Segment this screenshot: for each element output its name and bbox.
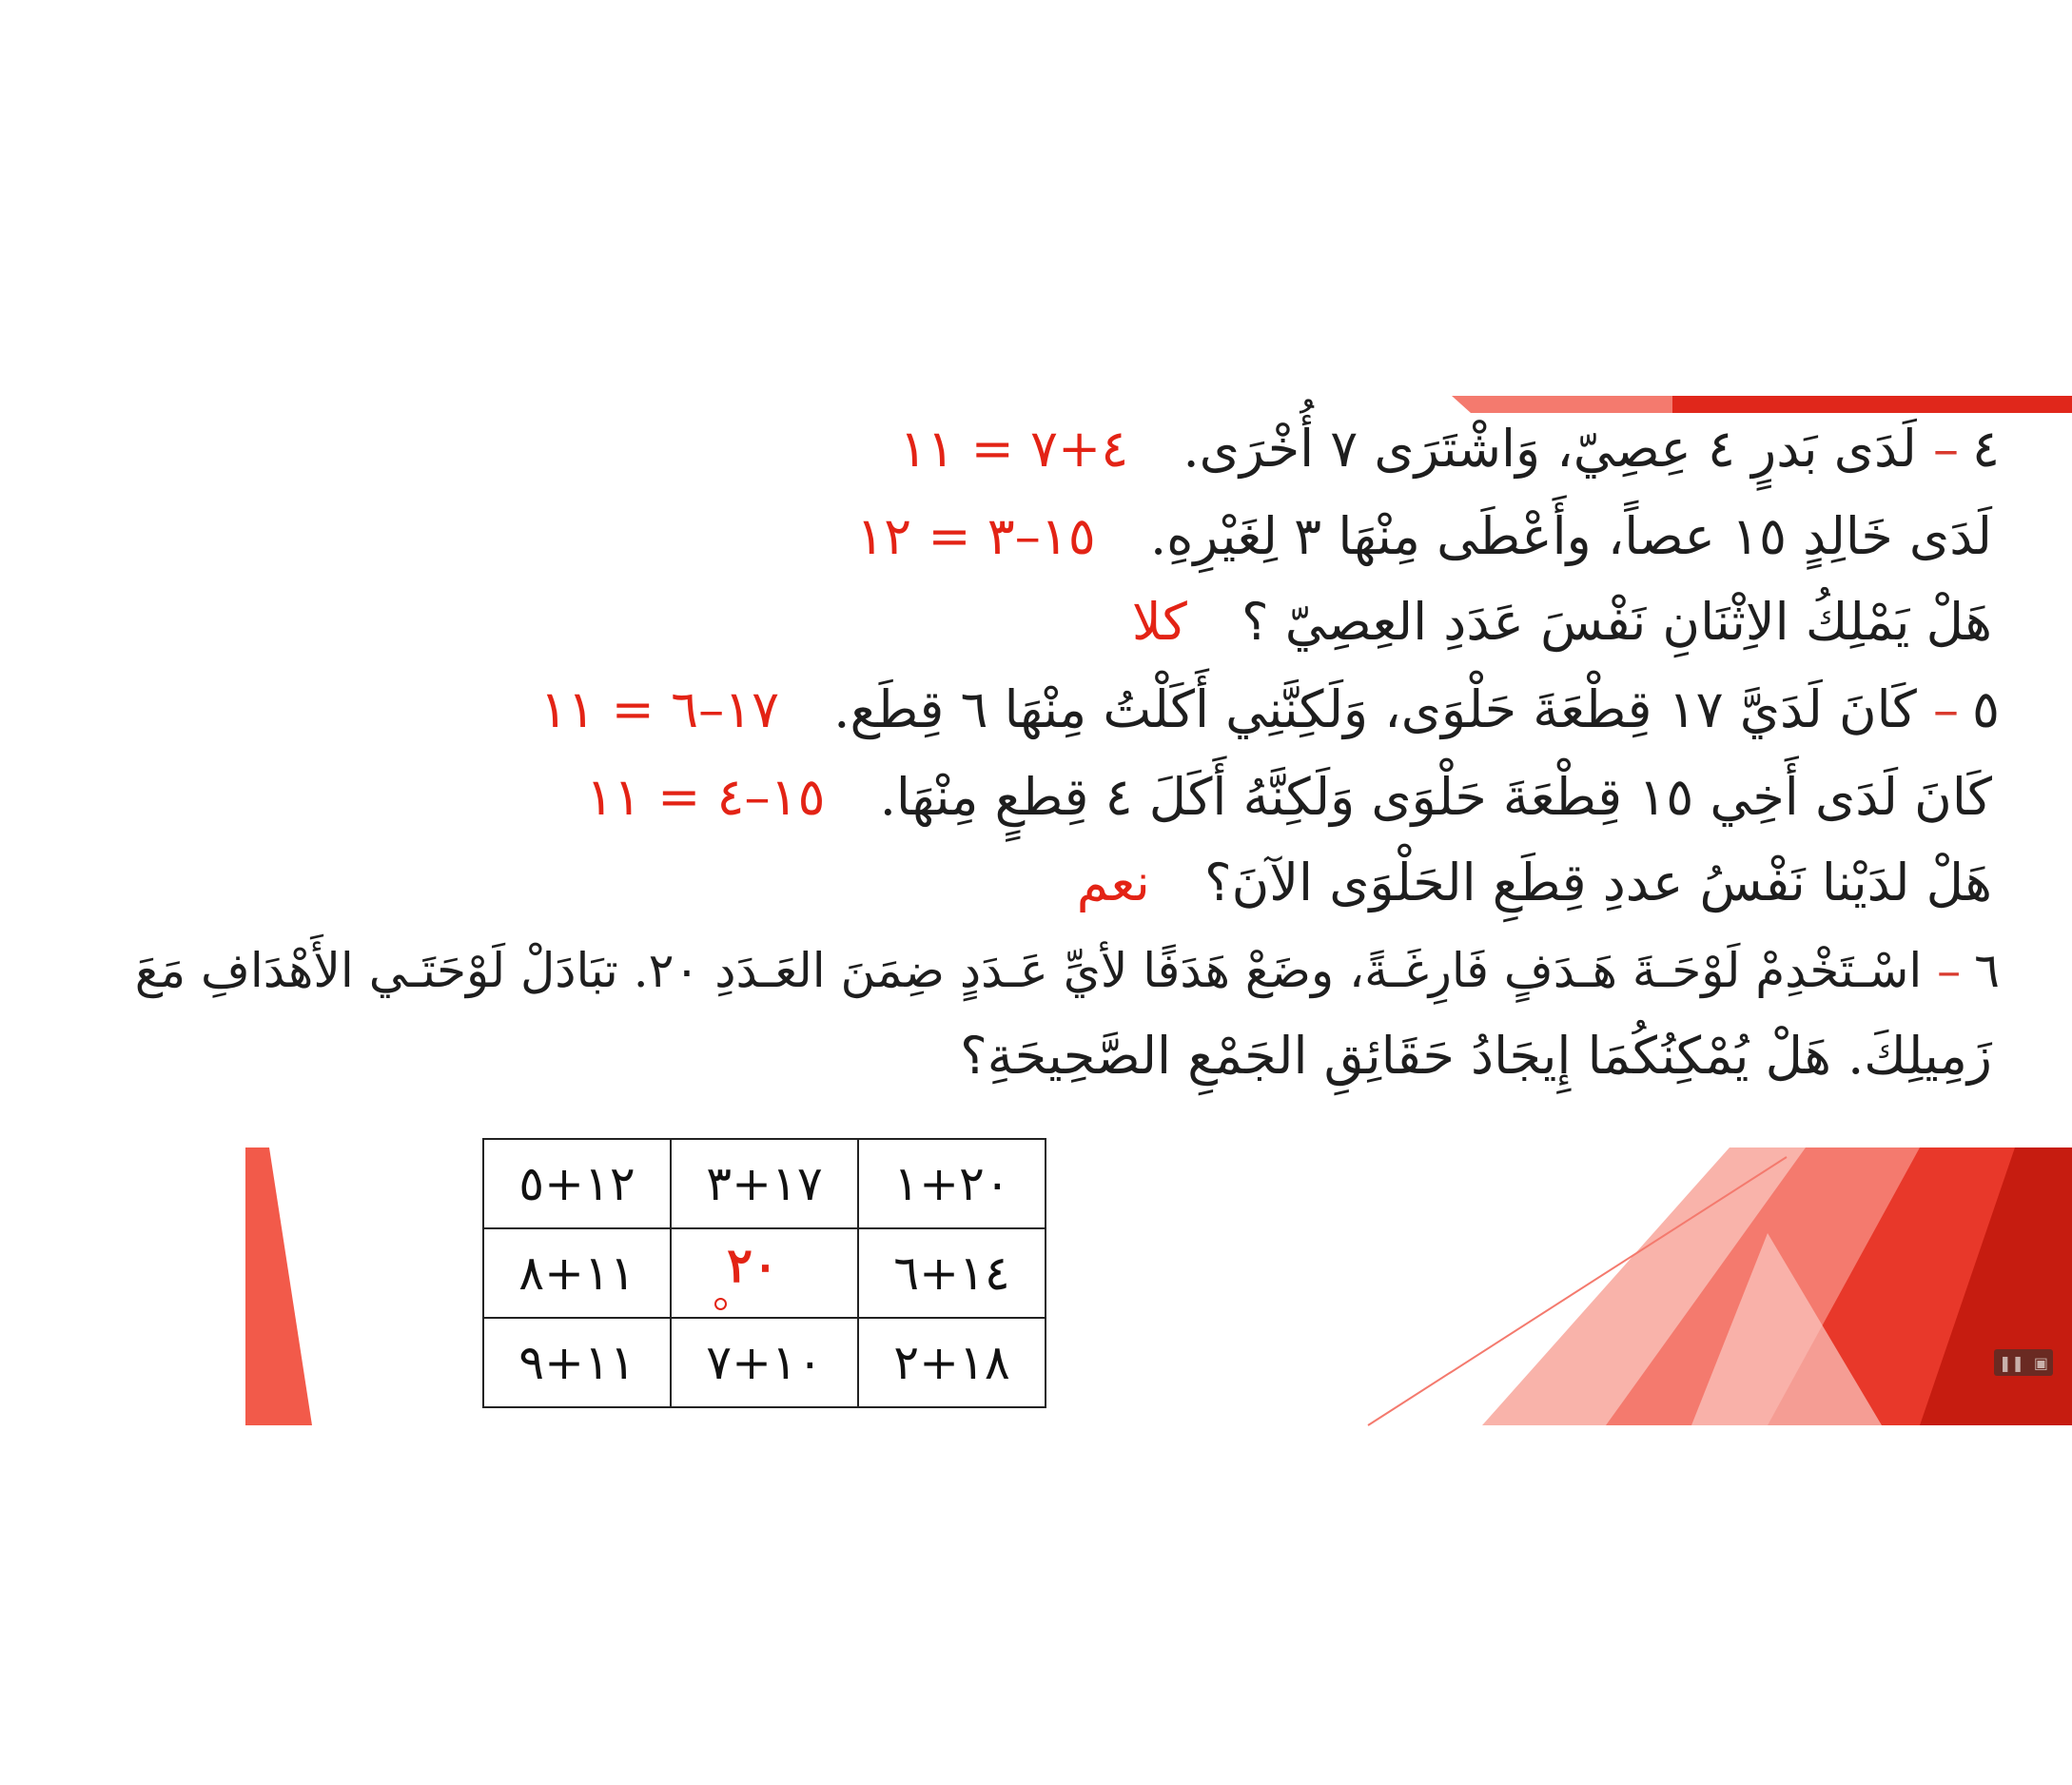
q4-text-2: لَدَى خَالِدٍ ١٥ عصاً، وأَعْطَى مِنْهَا ٣ لِغَيْرِهِ.	[1149, 506, 1992, 566]
table-cell: ١١+٨	[483, 1228, 671, 1318]
table-cell: ١٠+٧	[671, 1318, 858, 1407]
q6-text-1: اسْـتَخْدِمْ لَوْحَـةَ هَـدَفٍ فَارِغَـةً، وضَعْ هَدَفًا لأيِّ عَـدَدٍ ضِمَنَ العَـدَدِ ٢٠. تبَادَلْ لَوْحَتَـي الأَهْدَافِ مَعَ	[134, 943, 1923, 998]
q6-dash: –	[1937, 943, 1962, 998]
table-row	[483, 1139, 1046, 1228]
target-number: ٢٠	[727, 1236, 778, 1293]
q4-line-2	[856, 499, 1992, 575]
table-cell: ١٤+٦	[858, 1228, 1046, 1318]
q5-text-3: هَلْ لدَيْنا نَفْسُ عددِ قِطَعِ الحَلْوَى الآنَ؟	[1203, 853, 1992, 912]
table-row	[483, 1228, 1046, 1318]
q5-number: ٥	[1971, 679, 2000, 739]
table-cell: ١٧+٣	[671, 1139, 858, 1228]
table-cell: ١٢+٥	[483, 1139, 671, 1228]
player-controls[interactable]	[1994, 1349, 2053, 1376]
q4-text-3: هَلْ يَمْلِكُ الاِثْنَانِ نَفْسَ عَدَدِ العِصِيّ ؟	[1241, 592, 1992, 652]
q5-dash: –	[1932, 679, 1959, 739]
table-cell: ١١+٩	[483, 1318, 671, 1407]
q4-line-1	[899, 411, 2000, 487]
q4-answer-1: ٤+٧ = ١١	[899, 419, 1129, 479]
table-row	[483, 1318, 1046, 1407]
target-number-cell	[671, 1228, 858, 1318]
q4-dash: –	[1932, 419, 1959, 479]
q5-line-3	[1077, 845, 1992, 921]
q6-text-2: زَمِيلِكَ. هَلْ يُمْكِنُكُمَا إِيجَادُ حَقَائِقِ الجَمْعِ الصَّحِيحَةِ؟	[960, 1026, 1992, 1086]
table-cell: ١٨+٢	[858, 1318, 1046, 1407]
q5-answer-3: نعم	[1076, 853, 1150, 912]
left-triangle-decoration	[245, 1148, 312, 1425]
q4-number: ٤	[1971, 419, 2000, 479]
q5-line-2	[586, 759, 1992, 835]
q5-line-1	[540, 672, 2001, 748]
slide	[134, 396, 2072, 1425]
q5-answer-1: ١٧–٦ = ١١	[539, 679, 780, 739]
q5-text-2: كَانَ لَدَى أَخِي ١٥ قِطْعَةَ حَلْوَى وَلَكِنَّهُ أَكَلَ ٤ قِطعٍ مِنْهَا.	[879, 767, 1992, 827]
cursor-dot	[714, 1298, 727, 1310]
q5-text-1: كَانَ لَدَيَّ ١٧ قِطْعَةَ حَلْوَى، وَلَكِنَّنِي أَكَلْتُ مِنْهَا ٦ قِطَع.	[833, 679, 1917, 739]
q6-line-2	[960, 1018, 1992, 1094]
q4-answer-3: كلا	[1131, 592, 1187, 652]
target-board-table	[482, 1138, 1046, 1408]
screen-icon[interactable]: ▣	[2033, 1353, 2048, 1372]
q4-text-1: لَدَى بَدرٍ ٤ عِصِيّ، وَاشْتَرَى ٧ أُخْرَى.	[1183, 419, 1917, 479]
q6-number: ٦	[1974, 943, 2000, 998]
q4-line-3	[1132, 584, 1992, 660]
q4-answer-2: ١٥–٣ = ١٢	[856, 506, 1096, 566]
q5-answer-2: ١٥–٤ = ١١	[585, 767, 826, 827]
pause-icon[interactable]: ❚❚	[1999, 1353, 2024, 1372]
q6-line-1	[135, 932, 2000, 1009]
table-cell: ٢٠+١	[858, 1139, 1046, 1228]
